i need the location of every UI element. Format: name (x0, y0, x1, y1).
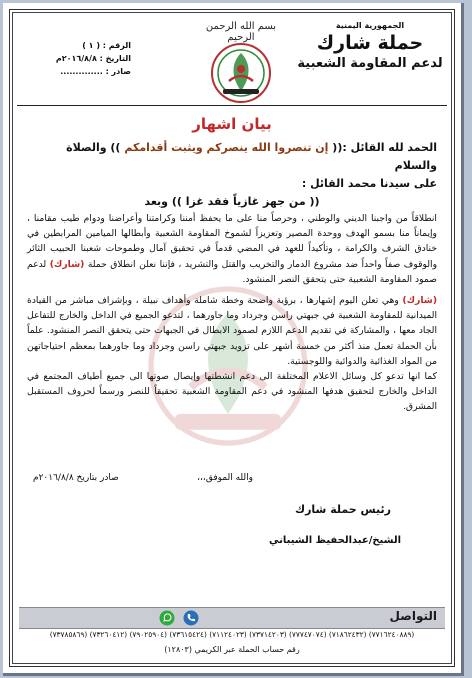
letterhead-left (21, 39, 131, 78)
attachment-label: صادر : .............. (60, 67, 131, 76)
opening-praise (27, 139, 437, 211)
para2-highlight: (شارك) (402, 295, 438, 307)
letterhead-right (295, 21, 445, 71)
opening-line-1 (27, 139, 437, 175)
body-paragraph-3: كما انها تدعو كل وسائل الاعلام المختلفة الى دعم انشطتها وإيصال صوتها الى جميع أطياف المجتمع في الداخل والخارج لتحقيق هدفها المنشود في دعم المقاومة الشعبية تحقيقاً للنصر ورسماً لحروف المستقبل المشرق. (27, 371, 437, 413)
quran-verse: إن تنصروا الله ينصركم ويثبت أقدامكم (124, 141, 329, 154)
signatory-name: الشيخ/عبدالحفيظ الشيباني (269, 535, 401, 546)
opening-line-1-end: )) والصلاة والسلام (66, 141, 437, 172)
body-paragraph-1 (27, 211, 437, 287)
body-paragraph-2 (27, 293, 437, 369)
issue-date: صادر بتاريخ ٢٠١٦/٨/٨م (33, 473, 119, 483)
document-date: التاريخ : ٢٠١٦/٨/٨م (55, 54, 131, 63)
bismillah-calligraphy: بسم الله الرحمن الرحيم (205, 21, 277, 43)
para1-text: انطلاقاً من واجبنا الديني والوطني ، وحرصاً منا على ما يحفظ أمننا وكرامتنا وأعراضنا ودوام طيب مقامنا ، وإيماناً منا بسمو الهدف ووحدة المصير وتعزيزاً لشموخ المقاومة الشعبية وأبطالها الميامين المرابطين في خنادق الشرف والكرامة ، وتأكيداً للعهد في المضي قدماً في تحقيق آمال وطموحات شعبنا الحبيب الثائر والوقوف صفاً واحداً ضد مشروع الدمار والتخريب والقتل والتشريد ، فإننا نعلن انطلاق حملة (27, 213, 438, 270)
republic-label: الجمهورية اليمنية (335, 21, 405, 30)
hadith-slogan: (( من جهز غازياً فقد غزا )) وبعد (144, 195, 320, 208)
document-page (3, 3, 464, 676)
header-divider (17, 105, 447, 106)
closing-blessing: والله الموفق،،، (197, 473, 253, 483)
reference-number: الرقم : ( ١ ) (82, 41, 131, 50)
contact-label: التواصل (389, 609, 437, 623)
campaign-name: حملة شارك (316, 32, 424, 54)
opening-line-1-start: الحمد لله القائل :(( (332, 141, 437, 154)
contact-bar (19, 607, 445, 629)
signatory-title: رئيس حملة شارك (295, 503, 391, 516)
para1-highlight: (شارك) (49, 258, 85, 270)
para1-end: لدعم صمود المقاومة الشعبية حتى يتحقق النصر المنشود. (27, 258, 437, 285)
document-title: بيان اشهار (192, 115, 272, 133)
bank-account: رقم حساب الحملة عبر الكريمي (١٢٨٠٣) (164, 645, 300, 654)
closing-line (33, 473, 431, 487)
statement-body (27, 211, 437, 415)
phone-icon (183, 610, 199, 626)
opening-line-2: على سيدنا محمد القائل : (301, 177, 437, 190)
para2-text: وهي تعلن اليوم إشهارها ، برؤية واضحة وخطة شاملة وأهداف نبيلة ، وبإشراف مباشر من القيادة الميدانية للمقاومة الشعبية في جبهتي راسن وجرداد وما جاورهما ، لتدعو الجميع في الداخل والخارج للتفاعل الجاد معها ، والمشاركة في تقديم الدعم اللازم لصمود الابطال في الجبهات حتى يتحقق النصر المنشود. علماً بأن الحملة تعمل منذ أكثر من خمسة أشهر على تزويد جبهتي راسن وجرداد وما جاورهما بمعظم احتياجاتهن من المواد الغذائية والدوائية واللوجستية. (27, 295, 437, 367)
whatsapp-icon (159, 610, 175, 626)
campaign-logo (209, 41, 273, 105)
phone-numbers: (٧٧١٦٢٤٠٨٨٩) (٧١٨٦٢٤٣٢) (٧٧٧٤٧٠٧٤) (٧٣٧١٤٢٠٣) (٧١١٢٤٠٢٣) (٧٣٦١٥٤٢٤) (٧٩٠٢٥٩٠٤) (٧٣٢٦٠٤١٢) (٧٣٧٨٥٨٦٩) (49, 630, 415, 639)
campaign-subtitle: لدعم المقاومة الشعبية (297, 56, 443, 71)
